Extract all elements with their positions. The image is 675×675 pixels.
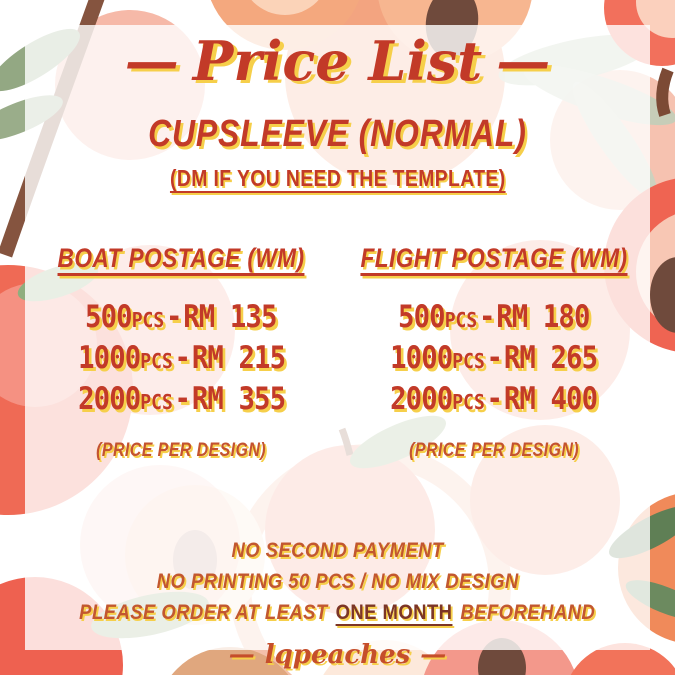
signature-text: lqpeaches: [264, 640, 411, 671]
unit: PCS: [452, 348, 485, 373]
price-row: [64, 339, 299, 380]
terms-line-2: NO PRINTING 50 PCS / NO MIX DESIGN: [156, 570, 519, 594]
unit: PCS: [132, 307, 165, 332]
template-note-text: (DM IF YOU NEED THE TEMPLATE): [169, 165, 506, 192]
page-title: [111, 29, 564, 93]
price-row: [64, 298, 299, 339]
price: RM 135: [183, 298, 277, 335]
signature-left-dash: —: [228, 640, 255, 671]
title-right-dash: —: [496, 29, 551, 93]
unit: PCS: [452, 389, 485, 414]
qty: 1000: [390, 339, 453, 376]
separator: -: [478, 298, 495, 335]
signature-right-dash: —: [420, 640, 447, 671]
price-row: [376, 298, 611, 339]
price: RM 400: [503, 380, 598, 417]
boat-footnote: [80, 439, 282, 464]
qty: 1000: [77, 339, 140, 376]
template-note: [138, 164, 538, 194]
boat-price-rows: [64, 298, 299, 421]
product-heading: [112, 114, 563, 156]
qty: 2000: [390, 380, 453, 417]
terms-one-month-emphasis: ONE MONTH: [335, 601, 453, 625]
terms-and-conditions: [44, 535, 630, 628]
qty: 2000: [77, 380, 140, 417]
qty: 500: [85, 298, 133, 335]
terms-line-1: NO SECOND PAYMENT: [231, 539, 444, 563]
price-row: [376, 339, 611, 380]
price: RM 265: [503, 339, 598, 376]
terms-line-3-post: BEFOREHAND: [460, 601, 596, 625]
flight-footnote-text: (PRICE PER DESIGN): [408, 439, 579, 461]
flight-postage-header-text: FLIGHT POSTAGE (WM): [360, 242, 628, 273]
qty: 500: [398, 298, 445, 335]
price-row: [64, 380, 299, 421]
flight-postage-column: [338, 242, 651, 463]
terms-line-3-pre: PLEASE ORDER AT LEAST: [79, 601, 328, 625]
separator: -: [174, 339, 190, 376]
pricing-columns: [25, 242, 650, 463]
unit: PCS: [139, 348, 173, 373]
brand-signature: [219, 638, 457, 672]
price: RM 215: [191, 339, 285, 376]
title-left-dash: —: [124, 29, 179, 93]
flight-footnote: [393, 439, 595, 464]
product-heading-text: CUPSLEEVE (NORMAL): [148, 113, 527, 156]
separator: -: [486, 380, 503, 417]
separator: -: [166, 298, 182, 335]
flight-price-rows: [376, 298, 611, 421]
boat-footnote-text: (PRICE PER DESIGN): [96, 439, 267, 461]
unit: PCS: [139, 389, 173, 414]
price-row: [376, 380, 611, 421]
unit: PCS: [444, 307, 478, 332]
boat-postage-column: [25, 242, 338, 463]
poster-content: [25, 25, 650, 671]
title-text: Price List: [192, 29, 483, 93]
price: RM 180: [496, 298, 590, 335]
separator: -: [174, 380, 190, 417]
boat-postage-header: [34, 242, 328, 276]
boat-postage-header-text: BOAT POSTAGE (WM): [57, 242, 305, 273]
price: RM 355: [191, 380, 285, 417]
terms-line-3: [44, 597, 630, 628]
separator: -: [486, 339, 503, 376]
flight-postage-header: [335, 242, 653, 276]
